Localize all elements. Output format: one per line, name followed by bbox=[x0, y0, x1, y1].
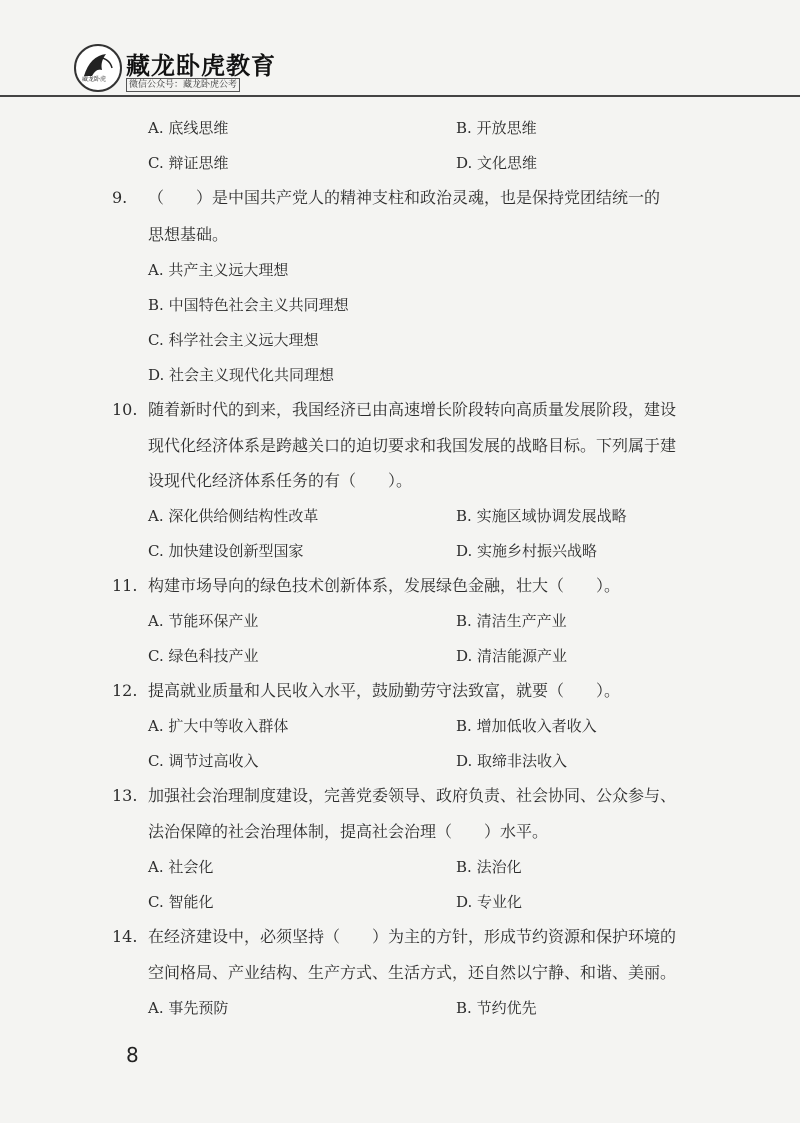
q14-option-a: A. 事先预防 bbox=[148, 999, 229, 1017]
brand-subtitle: 微信公众号：藏龙卧虎公考 bbox=[126, 78, 240, 92]
q8-option-c: C. 辩证思维 bbox=[148, 154, 229, 172]
q13-text-line: 法治保障的社会治理体制，提高社会治理（ ）水平。 bbox=[148, 822, 549, 841]
header-divider bbox=[0, 95, 800, 97]
q14-number: 14. bbox=[112, 927, 138, 946]
q10-option-a: A. 深化供给侧结构性改革 bbox=[148, 507, 319, 525]
page-number: 8 bbox=[126, 1043, 139, 1067]
q13-number: 13. bbox=[112, 786, 138, 805]
q8-option-b: B. 开放思维 bbox=[456, 119, 537, 137]
q10-option-d: D. 实施乡村振兴战略 bbox=[456, 542, 598, 560]
brand-title: 藏龙卧虎教育 bbox=[126, 52, 276, 80]
q8-option-d: D. 文化思维 bbox=[456, 154, 538, 172]
q11-option-c: C. 绿色科技产业 bbox=[148, 647, 259, 665]
q9-text-line: （ ）是中国共产党人的精神支柱和政治灵魂，也是保持党团结统一的 bbox=[148, 188, 661, 207]
q13-option-b: B. 法治化 bbox=[456, 858, 522, 876]
q12-option-a: A. 扩大中等收入群体 bbox=[148, 717, 289, 735]
q13-option-a: A. 社会化 bbox=[148, 858, 214, 876]
q9-number: 9. bbox=[112, 188, 128, 207]
q10-text-line: 设现代化经济体系任务的有（ ）。 bbox=[148, 471, 413, 490]
q11-option-b: B. 清洁生产产业 bbox=[456, 612, 567, 630]
q9-option-b: B. 中国特色社会主义共同理想 bbox=[148, 296, 349, 314]
q10-number: 10. bbox=[112, 400, 138, 419]
q10-option-b: B. 实施区域协调发展战略 bbox=[456, 507, 627, 525]
q9-option-c: C. 科学社会主义远大理想 bbox=[148, 331, 319, 349]
q9-option-a: A. 共产主义远大理想 bbox=[148, 261, 289, 279]
q13-option-c: C. 智能化 bbox=[148, 893, 214, 911]
page-header bbox=[0, 0, 800, 96]
q14-option-b: B. 节约优先 bbox=[456, 999, 537, 1017]
brand-logo bbox=[74, 44, 122, 92]
q10-text-line: 随着新时代的到来，我国经济已由高速增长阶段转向高质量发展阶段，建设 bbox=[148, 400, 677, 419]
q12-number: 12. bbox=[112, 681, 138, 700]
q12-option-b: B. 增加低收入者收入 bbox=[456, 717, 597, 735]
q11-option-a: A. 节能环保产业 bbox=[148, 612, 259, 630]
q14-text-line: 空间格局、产业结构、生产方式、生活方式，还自然以宁静、和谐、美丽。 bbox=[148, 963, 677, 982]
q11-option-d: D. 清洁能源产业 bbox=[456, 647, 568, 665]
q10-option-c: C. 加快建设创新型国家 bbox=[148, 542, 304, 560]
q13-text-line: 加强社会治理制度建设，完善党委领导、政府负责、社会协同、公众参与、 bbox=[148, 786, 677, 805]
q11-number: 11. bbox=[112, 576, 138, 595]
q9-option-d: D. 社会主义现代化共同理想 bbox=[148, 366, 335, 384]
q10-text-line: 现代化经济体系是跨越关口的迫切要求和我国发展的战略目标。下列属于建 bbox=[148, 436, 677, 455]
logo-small-text: 藏龙卧虎 bbox=[82, 76, 107, 83]
q9-text-line: 思想基础。 bbox=[148, 225, 229, 244]
tiger-icon bbox=[76, 46, 120, 90]
q8-option-a: A. 底线思维 bbox=[148, 119, 229, 137]
q12-text-line: 提高就业质量和人民收入水平，鼓励勤劳守法致富，就要（ ）。 bbox=[148, 681, 621, 700]
q12-option-c: C. 调节过高收入 bbox=[148, 752, 259, 770]
q14-text-line: 在经济建设中，必须坚持（ ）为主的方针，形成节约资源和保护环境的 bbox=[148, 927, 677, 946]
q12-option-d: D. 取缔非法收入 bbox=[456, 752, 568, 770]
q11-text-line: 构建市场导向的绿色技术创新体系，发展绿色金融，壮大（ ）。 bbox=[148, 576, 621, 595]
q13-option-d: D. 专业化 bbox=[456, 893, 523, 911]
